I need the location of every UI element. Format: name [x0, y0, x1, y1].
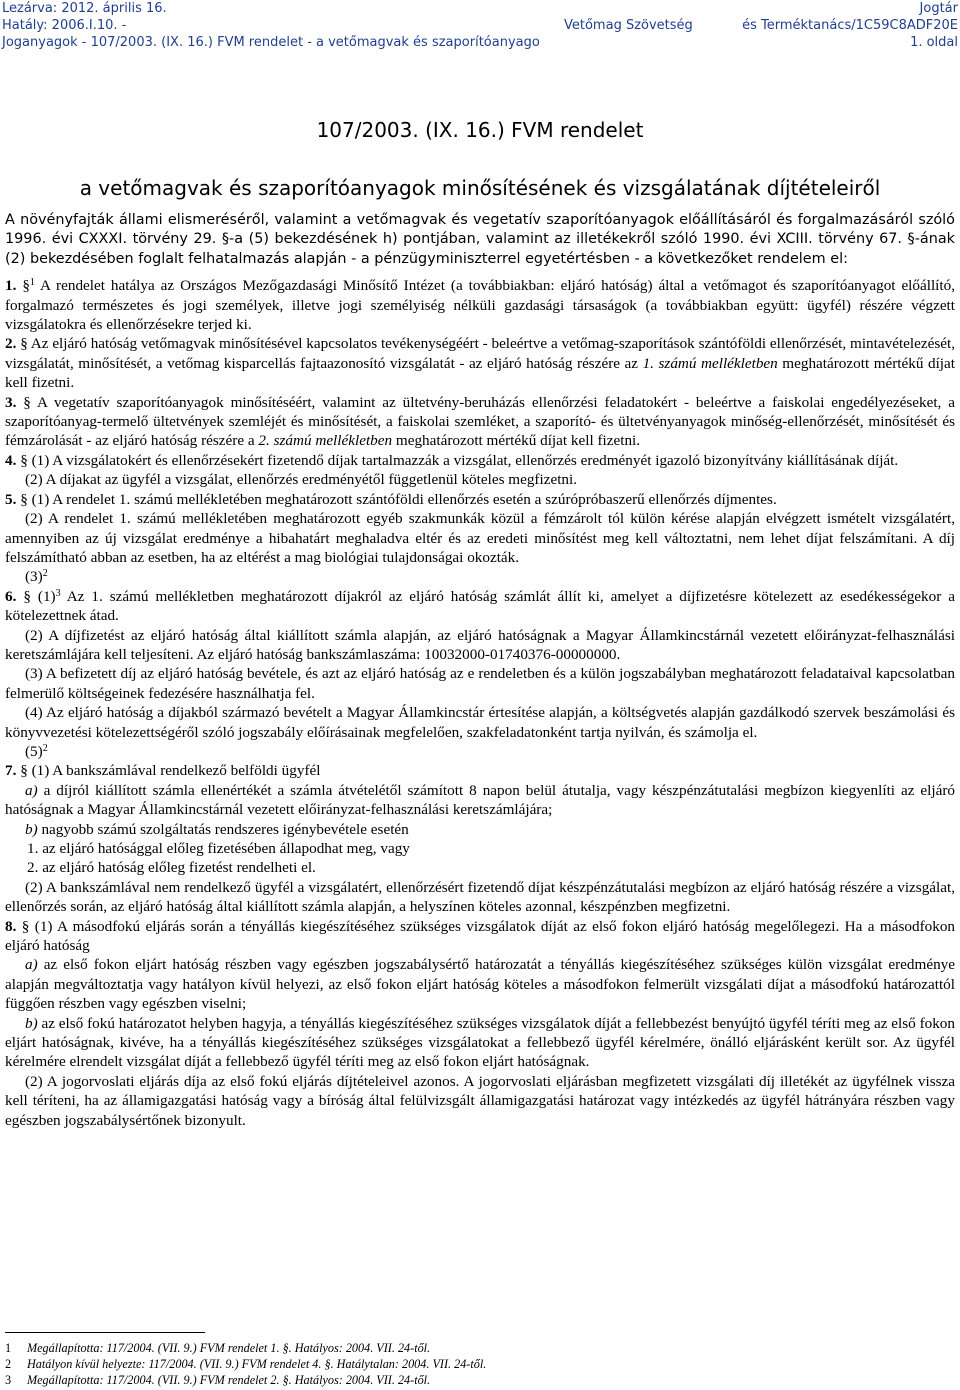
footnote-ref: 3	[55, 587, 61, 599]
paragraph	[5, 781, 955, 820]
footnote-number: 3	[5, 1373, 12, 1387]
section-sign: §	[20, 490, 28, 508]
paragraph	[5, 567, 955, 586]
section-number: 1.	[5, 277, 23, 295]
paragraph	[5, 878, 955, 917]
footnote-ref: 2	[42, 568, 48, 580]
paragraph-text: (1) A vizsgálatokért és ellenőrzésekért fizetendő díjak tartalmazzák a vizsgálat, ellenőrzés eredményét igazoló bizonyítvány kiállításának díját.	[27, 451, 899, 469]
preamble: A növényfajták állami elismeréséről, valamint a vetőmagvak és vegetatív szaporítóanyagok előállításáról és forgalmazásáról szóló 1996. évi CXXXI. törvény 29. §-a (5) bekezdésének h) pontjában, valamint az illetékekről szóló 1990. évi XCIII. törvény 67. §-ának (2) bekezdésében foglalt felhatalmazás alapján - a pénzügyminiszterrel egyetértésben - a következőket rendelem el:	[5, 212, 955, 267]
paragraph	[5, 490, 955, 509]
paragraph-text: az első fokú határozatot helyben hagyja, a tényállás kiegészítéséhez szükséges vizsgálatok díját a fellebbezést benyújtó ügyfél téríti meg az első fokon eljárt hatóságnak, kivéve, ha a tényállás kiegészítéséhez szükséges vizsgálatokat a fellebbező ügyfél kérelmére, önálló eljárásként került sor. Az ügyfél kérelmére elrendelt vizsgálat díját a fellebbező ügyfél téríti meg az első fokon eljárt hatóságnak.	[5, 1014, 955, 1071]
footnote-ref: 2	[42, 742, 48, 754]
paragraph-text: 1. az eljáró hatósággal előleg fizetésében állapodhat meg, vagy	[27, 840, 410, 857]
paragraph	[5, 761, 955, 780]
header-page-number: 1. oldal	[910, 35, 958, 50]
section-sign: §	[23, 393, 31, 411]
paragraph	[5, 509, 955, 567]
paragraph	[5, 276, 955, 334]
paragraph-text: (1) A rendelet 1. számú mellékletében meghatározott szántóföldi ellenőrzés esetén a szúrópróbaszerű ellenőrzés díjmentes.	[27, 490, 777, 508]
paragraph	[5, 955, 955, 1013]
paragraph-text: meghatározott mértékű díjat kell fizetni.	[5, 354, 955, 392]
section-sign: §	[23, 587, 31, 605]
paragraph-text: (1) A bankszámlával rendelkező belföldi ügyfél	[27, 762, 321, 780]
header-source-id: és Terméktanács/1C59C8ADF20E	[742, 18, 958, 33]
paragraph	[5, 820, 955, 839]
footnote-text: Megállapította: 117/2004. (VII. 9.) FVM rendelet 2. §. Hatályos: 2004. VII. 24-től.	[27, 1373, 431, 1387]
paragraph-text: (2) A díjfizetést az eljáró hatóság által kiállított számla alapján, az eljáró hatóságnak a Magyar Államkincstárnál vezetett előirányzat-felhasználási keretszámlájára kell teljesíteni. Az eljáró hatóság bankszámlaszáma: 10032000-01740376-00000000.	[5, 626, 955, 663]
paragraph-text: (2) A bankszámlával nem rendelkező ügyfél a vizsgálatért, ellenőrzésért fizetendő díjat készpénzátutalási megbízon az eljáró hatóság részére a vizsgálat, ellenőrzés során, az eljáró hatóság által kiállított számla alapján, a helyszínen köteles azonnal, készpénzben megfizetni.	[5, 878, 955, 916]
footnote	[5, 1340, 955, 1356]
paragraph-text: meghatározott mértékű díjat kell fizetni.	[392, 432, 641, 450]
footnote-divider	[5, 1332, 205, 1333]
paragraph-text: (5)	[25, 742, 43, 760]
point-letter: b)	[25, 1014, 38, 1032]
paragraph	[5, 917, 955, 956]
paragraph	[5, 470, 955, 489]
paragraph-text: (3) A befizetett díj az eljáró hatóság bevétele, és azt az eljáró hatóság az e rendeletben és a külön jogszabályban meghatározott feladataival kapcsolatban felmerülő költségeinek fedezésére használhatja fel.	[5, 665, 955, 702]
footnotes	[5, 1340, 955, 1388]
section-number: 2.	[5, 335, 21, 353]
document-title: 107/2003. (IX. 16.) FVM rendelet	[316, 118, 644, 142]
header-organization: Vetőmag Szövetség	[564, 18, 693, 33]
paragraph	[5, 664, 955, 703]
footnote	[5, 1372, 955, 1388]
paragraph-text: (2) A díjakat az ügyfél a vizsgálat, ellenőrzés eredményétől függetlenül köteles megfizetni.	[25, 471, 578, 489]
paragraph	[5, 451, 955, 470]
paragraph-text: Az 1. számú mellékletben meghatározott díjakról az eljáró hatóság számlát állít ki, amelyet a díjfizetésre kötelezett az esedékességekor a kötelezettnek átad.	[5, 587, 955, 625]
section-number: 5.	[5, 490, 21, 508]
paragraph	[5, 587, 955, 626]
paragraph-list	[5, 276, 955, 1130]
header-effective-date: Hatály: 2006.I.10. -	[2, 18, 127, 33]
paragraph	[5, 703, 955, 742]
section-sign: §	[20, 451, 28, 469]
paragraph-text: A vegetatív szaporítóanyagok minősítéséért, valamint az ültetvény-beruházás ellenőrzési feladatokért - beleértve a faiskolai engedélyezéseket, a szaporítóanyag-termelő ültetvények szemléjét és minősítését, a faiskolai szemléket, a szaporító- és ültetvényanyagok minőség-ellenőrzését, minősítését és fémzárolását - az eljáró hatóság részére a	[5, 393, 955, 450]
footnote-text: Hatályon kívül helyezte: 117/2004. (VII. 9.) FVM rendelet 4. §. Hatálytalan: 2004. VII. 24-től.	[27, 1357, 487, 1371]
section-number: 6.	[5, 587, 24, 605]
paragraph-text: 2. az eljáró hatóság előleg fizetést rendelheti el.	[27, 859, 316, 877]
footnote-text: Megállapította: 117/2004. (VII. 9.) FVM rendelet 1. §. Hatályos: 2004. VII. 24-től.	[27, 1341, 431, 1355]
header-source: Jogtár	[919, 1, 958, 16]
paragraph	[5, 858, 955, 877]
point-letter: a)	[25, 781, 38, 799]
section-number: 3.	[5, 393, 24, 411]
paragraph-text: (2) A jogorvoslati eljárás díja az első fokú eljárás díjtételeivel azonos. A jogorvoslati eljárásban megfizetett vizsgálati díj illetékét az ügyfélnek vissza kell téríteni, ha az államigazgatási hatóság vagy a bíróság által felülvizsgált államigazgatási határozat vagy intézkedés az ügyfél hátrányára részben vagy egészben jogszabálysértőnek bizonyult.	[5, 1072, 955, 1129]
paragraph	[5, 334, 955, 392]
paragraph	[5, 742, 955, 761]
document-body	[5, 211, 955, 1130]
paragraph-text: (1)	[30, 587, 56, 605]
paragraph-text: az első fokon eljárt hatóság részben vagy egészben jogszabálysértő határozatát a tényállás kiegészítéséhez szükséges külön vizsgálat eredménye alapján megváltoztatja vagy hatályon kívül helyezi, az első fokon eljárt hatóság köteles a másodfokon felmerült vizsgálati díjat a másodfokú határozattól függően részben vagy egészben viselni;	[5, 956, 955, 1013]
section-number: 7.	[5, 762, 21, 780]
paragraph	[5, 626, 955, 665]
header-closed-date: Lezárva: 2012. április 16.	[2, 1, 167, 16]
section-sign: §	[20, 762, 28, 780]
paragraph-text: (1) A másodfokú eljárás során a tényállás kiegészítéséhez szükséges vizsgálatok díját az első fokon eljáró hatóság megelőlegezi. Ha a másodfokon eljáró hatóság	[5, 917, 956, 955]
paragraph	[5, 393, 955, 451]
paragraph	[5, 1072, 955, 1130]
header-document-path: Joganyagok - 107/2003. (IX. 16.) FVM rendelet - a vetőmagvak és szaporítóanyago	[2, 35, 540, 50]
paragraph	[5, 839, 955, 858]
section-number: 8.	[5, 917, 22, 935]
section-number: 4.	[5, 451, 21, 469]
paragraph-text: (4) Az eljáró hatóság a díjakból származó bevételt a Magyar Államkincstár értesítése alapján, a költségvetés alapján gazdálkodó szervek beszámolási és könyvvezetési kötelezettségéről szóló jogszabály előírásainak megfelelően, szakfeladatonként tartja nyilván, és számolja el.	[5, 704, 955, 741]
section-sign: §	[20, 335, 28, 353]
paragraph-text: a díjról kiállított számla ellenértékét a számla átvételétől számított 8 napon belül átutalja, vagy készpénzátutalási megbízon kiegyenlíti az eljáró hatóságnak a Magyar Államkincstárnál vezetett előirányzat-felhasználási keretszámlájára;	[5, 781, 955, 819]
footnote-number: 1	[5, 1341, 12, 1355]
footnote-ref: 1	[29, 277, 35, 289]
paragraph-text: A rendelet hatálya az Országos Mezőgazdasági Minősítő Intézet (a továbbiakban: eljáró hatóság) által a vetőmagot és szaporítóanyagot előállító, forgalmazó természetes és jogi személyek, illetve jogi személyiség nélküli gazdasági társaságok (a továbbiakban együtt: ügyfél) részére végzett vizsgálatokra és ellenőrzésekre terjed ki.	[5, 277, 956, 334]
footnote	[5, 1356, 955, 1372]
paragraph-text: nagyobb számú szolgáltatás rendszeres igénybevétele esetén	[37, 820, 409, 838]
section-sign: §	[21, 917, 30, 935]
document-subtitle: a vetőmagvak és szaporítóanyagok minősítésének és vizsgálatának díjtételeiről	[79, 176, 881, 200]
section-sign: §	[22, 277, 30, 295]
annex-reference: 1. számú mellékletben	[642, 354, 778, 372]
paragraph-text: Az eljáró hatóság vetőmagvak minősítésével kapcsolatos tevékenységéért - beleértve a vetőmag-szaporítások szántóföldi ellenőrzését, mintavételezését, vizsgálatát, minősítését, a vetőmag kisparcellás fajtaazonosító vizsgálatát - az eljáró hatóság részére az	[5, 335, 956, 372]
paragraph	[5, 1014, 955, 1072]
page-header	[0, 0, 960, 56]
paragraph-text: (2) A rendelet 1. számú mellékletében meghatározott egyéb szakmunkák közül a fémzárolt tól külön kérése alapján elvégzett ismételt vizsgálatért, amennyiben az új vizsgálat eredménye a hibahatárt meghaladva eltér és az eredeti minősítést meg kell változtatni, nem lehet díjat felszámítani. A díj felszámítható abban az esetben, ha az eltérést a mag biológiai tulajdonságai okozták.	[5, 510, 955, 566]
paragraph-text: (3)	[25, 568, 43, 586]
point-letter: a)	[25, 956, 38, 974]
point-letter: b)	[25, 820, 38, 838]
footnote-number: 2	[5, 1357, 12, 1371]
annex-reference: 2. számú mellékletben	[258, 432, 393, 450]
